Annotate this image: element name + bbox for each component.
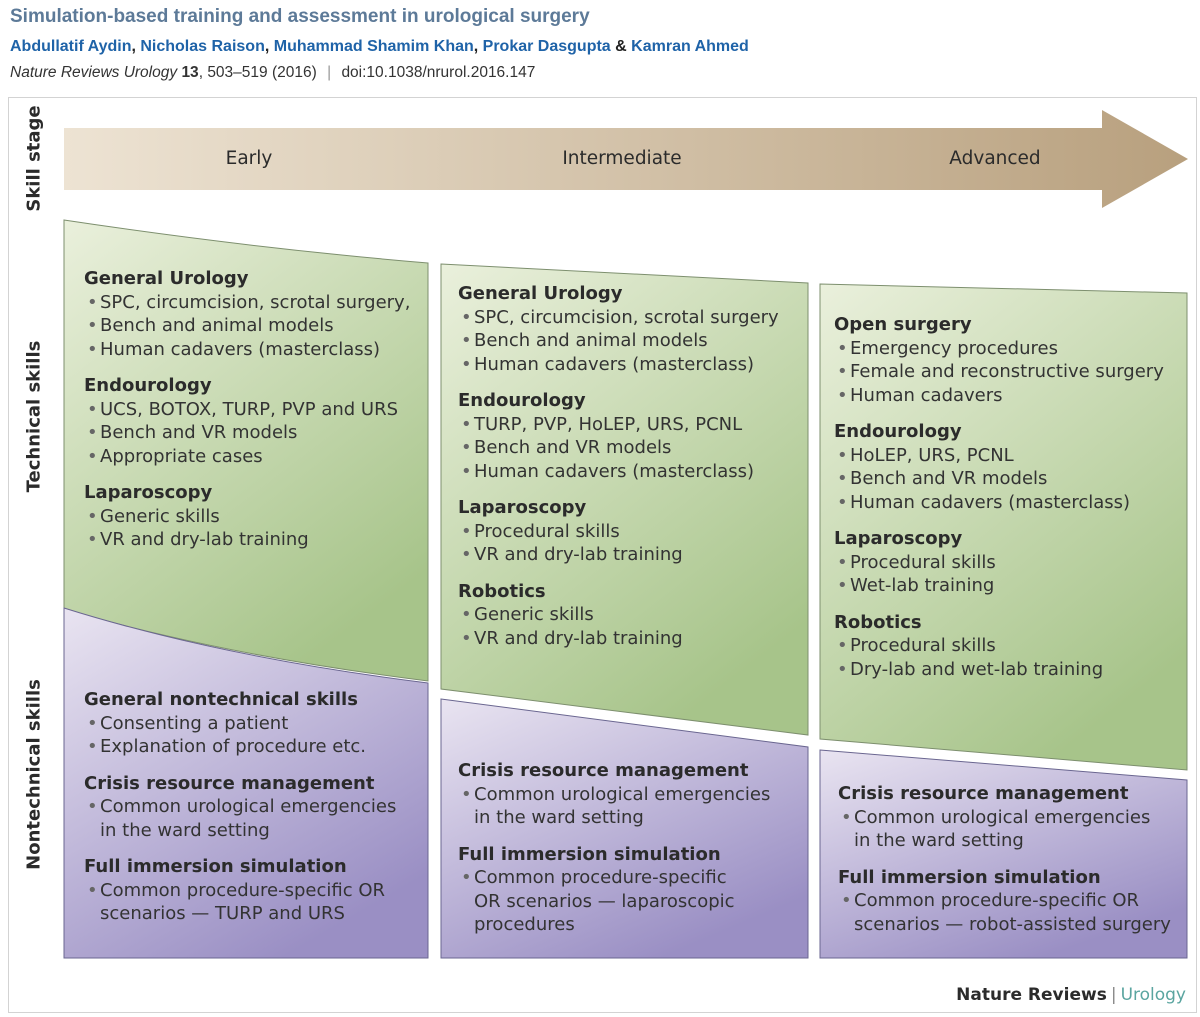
- bullet-item: • Procedural skills: [834, 551, 1184, 575]
- publisher-brand: [956, 985, 1186, 1005]
- bullet-item: • Bench and animal models: [458, 329, 803, 353]
- bullet-item: • SPC, circumcision, scrotal surgery,: [84, 291, 424, 315]
- bullet-item: • Dry-lab and wet-lab training: [834, 658, 1184, 682]
- section-title: Open surgery: [834, 314, 972, 335]
- journal-name: Nature Reviews Urology: [10, 64, 178, 81]
- bullet-item: • Generic skills: [84, 505, 424, 529]
- bullet-item: • Human cadavers (masterclass): [458, 460, 803, 484]
- bullet-item: • Explanation of procedure etc.: [84, 735, 424, 759]
- bullet-item: • VR and dry-lab training: [84, 528, 424, 552]
- section-title: Laparoscopy: [834, 528, 963, 549]
- author-link[interactable]: Kamran Ahmed: [631, 38, 749, 55]
- stage-label-advanced: Advanced: [949, 148, 1041, 169]
- citation-divider: |: [327, 64, 332, 81]
- bullet-item: • UCS, BOTOX, TURP, PVP and URS: [84, 398, 424, 422]
- section-title: Crisis resource management: [458, 760, 749, 781]
- bullet-item: • Common urological emergencies in the ward setting: [458, 783, 803, 830]
- row-label-technical: Technical skills: [23, 340, 45, 493]
- section-title: Full immersion simulation: [838, 866, 1101, 888]
- skill-section: [838, 782, 1184, 853]
- section-title: Endourology: [834, 421, 962, 442]
- skill-section: [84, 772, 424, 843]
- bullet-item: • SPC, circumcision, scrotal surgery: [458, 306, 803, 330]
- author-separator: ,: [264, 38, 274, 55]
- bullet-item: • Human cadavers: [834, 384, 1184, 408]
- author-link[interactable]: Muhammad Shamim Khan: [273, 38, 474, 55]
- section-title: General nontechnical skills: [84, 689, 358, 710]
- section-title: General Urology: [458, 283, 623, 304]
- page-range: 503–519: [207, 64, 268, 81]
- bullet-item: • Consenting a patient: [84, 712, 424, 736]
- bullet-item: • Wet-lab training: [834, 574, 1184, 598]
- bullet-item: • Generic skills: [458, 603, 803, 627]
- bullet-item: • Human cadavers (masterclass): [458, 353, 803, 377]
- skill-section: [458, 496, 803, 567]
- bullet-item: • Appropriate cases: [84, 445, 424, 469]
- section-title: Full immersion simulation: [458, 843, 721, 865]
- section-title: General Urology: [84, 268, 249, 289]
- skill-section: [458, 282, 803, 376]
- skill-section: [838, 866, 1184, 937]
- skill-section: [84, 688, 424, 759]
- publication-year: (2016): [271, 64, 317, 81]
- skill-section: [84, 481, 424, 552]
- nontechnical-early-content: [84, 688, 424, 939]
- skill-section: [834, 313, 1184, 407]
- bullet-item: • Bench and VR models: [834, 467, 1184, 491]
- stage-label-intermediate: Intermediate: [562, 148, 682, 169]
- section-title: Endourology: [84, 375, 212, 396]
- bullet-item: • Common procedure-specific OR scenarios — robot-assisted surgery: [838, 889, 1184, 936]
- skill-section: [458, 580, 803, 651]
- skill-section: [84, 855, 424, 926]
- bullet-item: • Common urological emergencies in the ward setting: [838, 806, 1184, 853]
- section-title: Robotics: [834, 611, 922, 633]
- skill-section: [834, 527, 1184, 598]
- skill-section: [458, 759, 803, 830]
- author-link[interactable]: Nicholas Raison: [140, 38, 265, 55]
- skill-section: [834, 611, 1184, 682]
- section-title: Laparoscopy: [84, 482, 213, 503]
- section-title: Full immersion simulation: [84, 856, 347, 877]
- bullet-item: • Common urological emergencies in the ward setting: [84, 795, 424, 842]
- skill-section: [84, 374, 424, 468]
- skill-section: [84, 267, 424, 361]
- technical-early-content: [84, 267, 424, 565]
- bullet-item: • Bench and animal models: [84, 314, 424, 338]
- technical-intermediate-content: [458, 282, 803, 663]
- bullet-item: • Bench and VR models: [458, 436, 803, 460]
- section-title: Robotics: [458, 580, 546, 602]
- brand-journal: Nature Reviews: [956, 985, 1107, 1005]
- author-link[interactable]: Abdullatif Aydin: [10, 38, 132, 55]
- bullet-item: • Procedural skills: [458, 520, 803, 544]
- article-title[interactable]: Simulation-based training and assessment in urological surgery: [10, 6, 590, 27]
- bullet-item: • Emergency procedures: [834, 337, 1184, 361]
- author-separator: ,: [131, 38, 141, 55]
- author-link[interactable]: Prokar Dasgupta: [482, 38, 611, 55]
- technical-advanced-content: [834, 313, 1184, 694]
- brand-separator: |: [1110, 985, 1117, 1005]
- section-title: Endourology: [458, 390, 586, 411]
- doi-link[interactable]: doi:10.1038/nrurol.2016.147: [341, 64, 536, 81]
- bullet-item: • HoLEP, URS, PCNL: [834, 444, 1184, 468]
- bullet-item: • Human cadavers (masterclass): [84, 338, 424, 362]
- bullet-item: • Female and reconstructive surgery: [834, 360, 1184, 384]
- skill-section: [834, 420, 1184, 514]
- volume-number: 13: [181, 64, 199, 81]
- bullet-item: • Common procedure-specific OR scenarios — TURP and URS: [84, 879, 424, 926]
- section-title: Crisis resource management: [84, 772, 375, 794]
- skill-section: [458, 389, 803, 483]
- brand-subject: Urology: [1120, 985, 1186, 1005]
- row-label-nontechnical: Nontechnical skills: [23, 679, 45, 870]
- author-separator: &: [610, 38, 632, 55]
- skill-section: [458, 843, 803, 937]
- row-label-skill-stage: Skill stage: [23, 105, 45, 212]
- nontechnical-intermediate-content: [458, 759, 803, 950]
- bullet-item: • Bench and VR models: [84, 421, 424, 445]
- bullet-item: • TURP, PVP, HoLEP, URS, PCNL: [458, 413, 803, 437]
- section-title: Crisis resource management: [838, 783, 1129, 804]
- bullet-item: • Human cadavers (masterclass): [834, 491, 1184, 515]
- stage-label-early: Early: [225, 148, 273, 169]
- author-separator: ,: [473, 38, 483, 55]
- bullet-item: • VR and dry-lab training: [458, 543, 803, 567]
- bullet-item: • Common procedure-specific OR scenarios — laparoscopic procedures: [458, 866, 803, 937]
- nontechnical-advanced-content: [838, 782, 1184, 949]
- bullet-item: • VR and dry-lab training: [458, 627, 803, 651]
- section-title: Laparoscopy: [458, 497, 587, 518]
- citation-line: Nature Reviews Urology 13, 503–519 (2016) | doi:10.1038/nrurol.2016.147: [10, 64, 536, 81]
- bullet-item: • Procedural skills: [834, 634, 1184, 658]
